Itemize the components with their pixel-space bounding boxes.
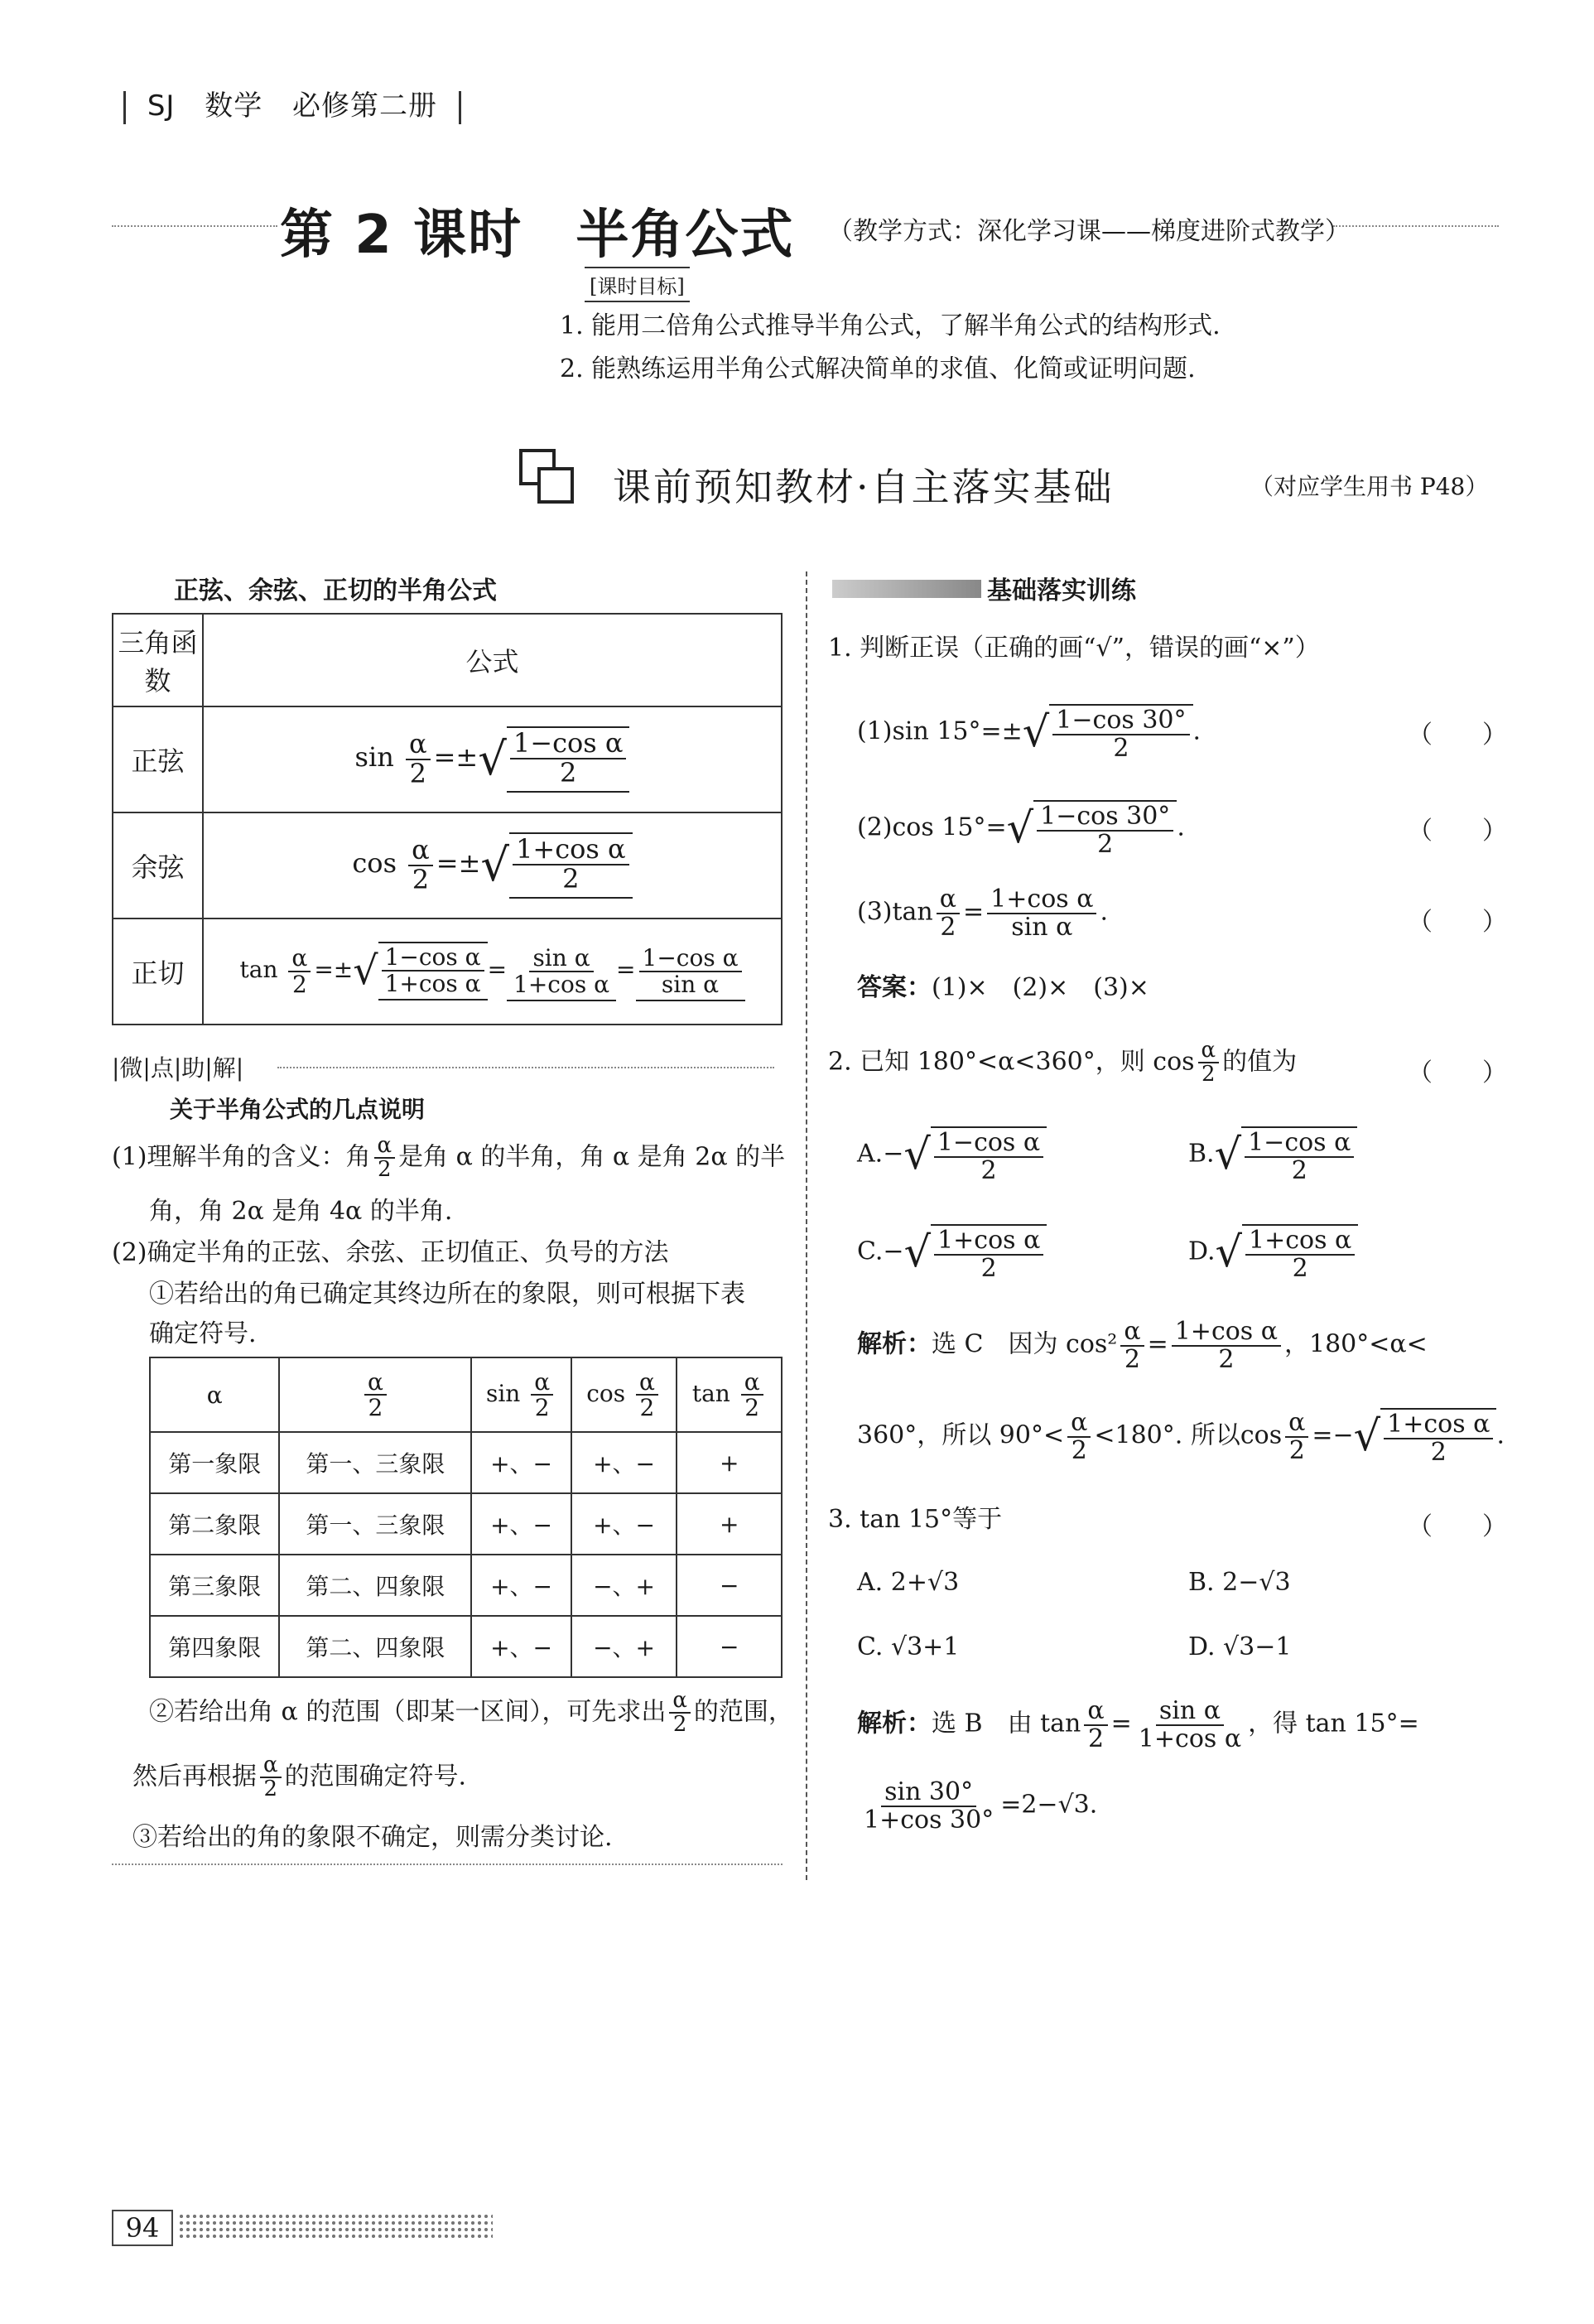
qtab-cell: +、−	[471, 1493, 571, 1555]
qtab-head: sin $\frac{\alpha}{2}$	[471, 1357, 571, 1432]
option-label: C.	[857, 1237, 884, 1266]
q2-option-b: B. √ $\frac{\text{1−cos α}}{2}$	[1188, 1126, 1357, 1184]
qtab-cell: 第四象限	[150, 1616, 279, 1677]
q1-item-2: (2)cos 15°= √ $\frac{1-\cos 30^\circ}{2}$ .	[857, 802, 1185, 859]
footer-dot-pattern	[178, 2213, 493, 2241]
note-1-text: 是角 α 的半角，角 α 是角 2α 的半	[398, 1142, 786, 1172]
page-title	[280, 192, 794, 268]
question-2-text: 2. 已知 180°<α<360°，则 cos	[828, 1047, 1195, 1077]
tangent-formula: tan $\frac{\alpha}{2}$ =± √ $\frac{\text{1−cos α}}{\text{1+cos α}}$ = $\frac{\text{sin α}}{\text{1+cos α}}$ = $\frac{\text{1−cos α}}{\text{sin α}}$	[203, 919, 782, 1025]
header-subject: 数学	[205, 89, 263, 123]
q2-option-c: C.− √ $\frac{\text{1+cos α}}{2}$	[857, 1224, 1047, 1281]
header-divider	[459, 91, 461, 124]
overlapping-squares-icon	[518, 447, 577, 507]
q1-item-1: (1)sin 15°=± √ $\frac{1-\cos 30^\circ}{2}$ .	[857, 706, 1202, 763]
qtab-head: α	[150, 1357, 279, 1432]
qtab-cell: +、−	[471, 1432, 571, 1493]
qtab-cell: +、−	[571, 1432, 677, 1493]
qtab-cell: 第二、四象限	[279, 1616, 471, 1677]
note-4: ②若给出角 α 的范围（即某一区间），可先求出 $\frac{\alpha}{2}$ 的范围，	[149, 1688, 793, 1738]
qtab-cell: −	[677, 1616, 782, 1677]
q3-solution: 解析：选 B 由 tan $\frac{\alpha}{2}$ = $\frac{\text{sin α}}{\text{1+cos α}}$ ，得 tan 15°=	[857, 1696, 1419, 1753]
answer-blank: （ ）	[1408, 1512, 1507, 1541]
solution-text: <180°. 所以cos	[1094, 1420, 1283, 1450]
tip-label: |微|点|助|解|	[112, 1054, 244, 1082]
q3-option-b: B. 2−√3	[1188, 1568, 1291, 1597]
note-6: ③若给出的角的象限不确定，则需分类讨论.	[132, 1823, 613, 1852]
note-1: (1)理解半角的含义：角 $\frac{\alpha}{2}$ 是角 α 的半角，角 α 是角 2α 的半	[112, 1133, 786, 1183]
note-2: (2)确定半角的正弦、余弦、正切值正、负号的方法	[112, 1238, 669, 1267]
qtab-cell: −	[677, 1555, 782, 1616]
running-header	[112, 83, 473, 124]
answer-blank: （ ）	[1408, 721, 1507, 750]
column-divider	[806, 571, 807, 1880]
left-bottom-rule	[112, 1864, 783, 1865]
note-3: ①若给出的角已确定其终边所在的象限，则可根据下表	[149, 1280, 745, 1309]
q2-option-a: A.− √ $\frac{\text{1−cos α}}{2}$	[857, 1126, 1047, 1184]
qtab-cell: 第一、三象限	[279, 1493, 471, 1555]
q1-item-text: (2)cos 15°=	[857, 812, 1007, 842]
page-number: 94	[112, 2210, 173, 2246]
goal-item: 1. 能用二倍角公式推导半角公式，了解半角公式的结构形式.	[560, 311, 1221, 340]
q1-item-text: (1)sin 15°=±	[857, 716, 1023, 746]
row-cosine: 余弦	[113, 812, 203, 919]
answer-blank: （ ）	[1408, 817, 1507, 846]
solution-text: 360°，所以 90°<	[857, 1420, 1065, 1450]
qtab-cell: 第一象限	[150, 1432, 279, 1493]
qtab-cell: 第二象限	[150, 1493, 279, 1555]
header-series: SJ	[147, 89, 176, 123]
quadrant-sign-table	[149, 1357, 783, 1678]
q3-option-a: A. 2+√3	[857, 1568, 960, 1597]
solution-text: 选 C 因为 cos²	[932, 1329, 1118, 1359]
solution-label: 解析：	[857, 1709, 932, 1738]
qtab-cell: +、−	[471, 1555, 571, 1616]
q3-option-d: D. √3−1	[1188, 1632, 1292, 1661]
question-3: 3. tan 15°等于	[828, 1505, 1003, 1534]
answer-blank: （ ）	[1408, 1058, 1507, 1087]
note-1-text: (1)理解半角的含义：角	[112, 1142, 371, 1172]
note-5-text: 的范围确定符号.	[284, 1762, 467, 1791]
note-4-text: 的范围，	[693, 1697, 793, 1727]
answer-text: (1)× (2)× (3)×	[932, 973, 1149, 1002]
section-banner: 课前预知教材·自主落实基础	[613, 465, 1115, 509]
option-label: D.	[1188, 1237, 1216, 1266]
qtab-cell: +、−	[571, 1493, 677, 1555]
lesson-topic: 半角公式	[575, 205, 795, 266]
qtab-head: $\frac{\alpha}{2}$	[279, 1357, 471, 1432]
qtab-cell: 第二、四象限	[279, 1555, 471, 1616]
qtab-cell: 第三象限	[150, 1555, 279, 1616]
qtab-head: cos $\frac{\alpha}{2}$	[571, 1357, 677, 1432]
sine-formula: sin $\frac{\alpha}{2}$ =± √ $\frac{\text{1−cos α}}{2}$	[203, 706, 782, 812]
option-label: A.	[857, 1139, 884, 1169]
note-4-text: ②若给出角 α 的范围（即某一区间），可先求出	[149, 1697, 667, 1727]
solution-text: =2−√3.	[1000, 1790, 1098, 1820]
title-rule-right	[1333, 225, 1499, 227]
option-label: B.	[1188, 1139, 1215, 1169]
goals-tag: [课时目标]	[585, 267, 690, 302]
table-head-formula: 公式	[203, 614, 782, 706]
qtab-cell: −、+	[571, 1616, 677, 1677]
tip-rule	[277, 1067, 774, 1068]
q1-item-3: (3)tan $\frac{\alpha}{2}$ = $\frac{\text{1+cos α}}{\text{sin α}}$ .	[857, 885, 1108, 942]
solution-text: ，得 tan 15°=	[1248, 1709, 1419, 1738]
note-1-cont: 角，角 2α 是角 4α 的半角.	[149, 1197, 453, 1226]
note-5: 然后再根据 $\frac{\alpha}{2}$ 的范围确定符号.	[132, 1753, 467, 1802]
practice-section-title: 基础落实训练	[987, 576, 1136, 605]
banner-reference: （对应学生用书 P48）	[1250, 473, 1489, 500]
qtab-cell: −、+	[571, 1555, 677, 1616]
lesson-number: 第 2 课时	[280, 205, 523, 266]
section-shade-bar	[832, 580, 981, 598]
qtab-cell: +、−	[471, 1616, 571, 1677]
q2-solution-cont: 360°，所以 90°< $\frac{\alpha}{2}$ <180°. 所以cos $\frac{\alpha}{2}$ =− √ $\frac{\text{1+cos α}}{2}$ .	[857, 1408, 1505, 1467]
solution-text: 选 B 由 tan	[932, 1709, 1081, 1738]
qtab-cell: +	[677, 1493, 782, 1555]
question-2: 2. 已知 180°<α<360°，则 cos $\frac{\alpha}{2}$ 的值为	[828, 1038, 1298, 1087]
solution-label: 解析：	[857, 1329, 932, 1359]
row-tangent: 正切	[113, 919, 203, 1025]
row-sine: 正弦	[113, 706, 203, 812]
teaching-mode: （教学方式：深化学习课——梯度进阶式教学）	[828, 217, 1350, 246]
note-5-text: 然后再根据	[132, 1762, 257, 1791]
solution-text: ，180°<α<	[1284, 1329, 1428, 1359]
question-2-text: 的值为	[1222, 1047, 1298, 1077]
q2-solution: 解析：选 C 因为 cos² $\frac{\alpha}{2}$ = $\frac{\text{1+cos α}}{2}$ ，180°<α<	[857, 1317, 1428, 1374]
qtab-cell: 第一、三象限	[279, 1432, 471, 1493]
q3-option-c: C. √3+1	[857, 1632, 960, 1661]
q2-option-d: D. √ $\frac{\text{1+cos α}}{2}$	[1188, 1224, 1358, 1281]
qtab-cell: +	[677, 1432, 782, 1493]
q1-answer	[857, 969, 1149, 1006]
qtab-head: tan $\frac{\alpha}{2}$	[677, 1357, 782, 1432]
cosine-formula: cos $\frac{\alpha}{2}$ =± √ $\frac{\text{1+cos α}}{2}$	[203, 812, 782, 919]
header-book: 必修第二册	[292, 89, 438, 123]
title-rule-left	[112, 225, 277, 227]
q1-item-text: (3)tan	[857, 897, 933, 927]
table-head-function: 三角函数	[113, 614, 203, 706]
q3-solution-cont: $\frac{\sin 30^\circ}{1+\cos 30^\circ}$ =2−√3.	[864, 1777, 1098, 1835]
tip-title: 关于半角公式的几点说明	[170, 1096, 426, 1123]
answer-blank: （ ）	[1408, 908, 1507, 937]
header-divider	[123, 91, 126, 124]
formula-section-title: 正弦、余弦、正切的半角公式	[174, 576, 497, 605]
note-3-cont: 确定符号.	[149, 1319, 257, 1348]
question-1: 1. 判断正误（正确的画“√”，错误的画“×”）	[828, 634, 1320, 663]
answer-label: 答案：	[857, 973, 932, 1002]
half-angle-formula-table	[112, 613, 783, 1025]
goal-item: 2. 能熟练运用半角公式解决简单的求值、化简或证明问题.	[560, 354, 1196, 383]
